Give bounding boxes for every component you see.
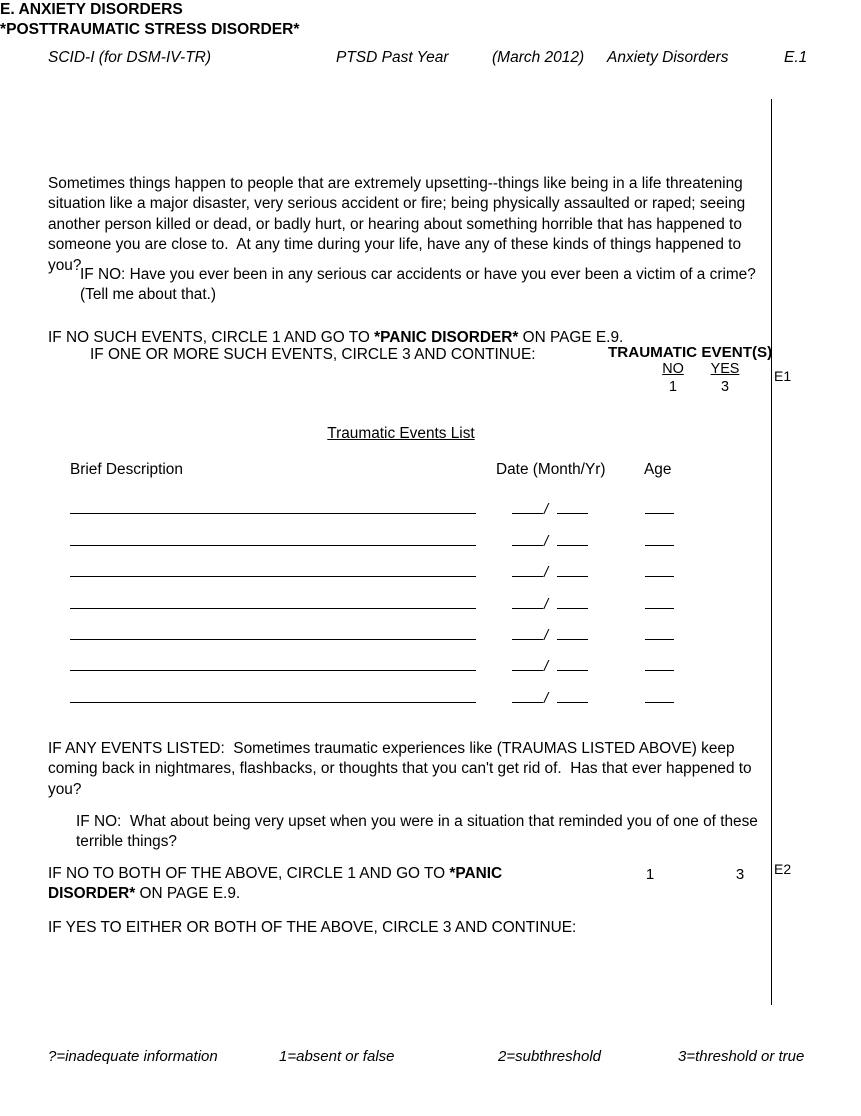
event-age-field[interactable]	[645, 513, 674, 514]
legend-subthreshold: 2=subthreshold	[498, 1048, 601, 1065]
routing-e2-yes: IF YES TO EITHER OR BOTH OF THE ABOVE, CIRCLE 3 AND CONTINUE:	[48, 919, 577, 936]
e1-score-no[interactable]	[650, 361, 696, 396]
event-date-field[interactable]	[512, 562, 588, 582]
reexperiencing-if-no-probe: IF NO: What about being very upset when you were in a situation that reminded you of one of these terrible things?	[76, 813, 763, 851]
e1-criterion-heading: TRAUMATIC EVENT(S)	[608, 344, 773, 361]
stem-if-no-probe: IF NO: Have you ever been in any serious car accidents or have you ever been a victim of a crime? (Tell me about that.)	[80, 266, 761, 304]
header-section-name: Anxiety Disorders	[607, 49, 729, 66]
legend-threshold-or-true: 3=threshold or true	[678, 1048, 805, 1065]
e2-score-columns	[608, 865, 768, 885]
event-date-field[interactable]	[512, 531, 588, 550]
event-date-month-field[interactable]	[512, 670, 543, 671]
scoring-column-rule	[771, 99, 772, 1005]
e1-score-yes-value[interactable]: 3	[720, 379, 729, 395]
event-description-field[interactable]	[70, 702, 476, 703]
event-date-month-field[interactable]	[512, 576, 543, 577]
legend-absent-or-false: 1=absent or false	[279, 1048, 395, 1065]
event-date-year-field[interactable]	[557, 545, 588, 546]
header-instrument-name: SCID-I (for DSM-IV-TR)	[48, 49, 212, 66]
event-date-separator: /	[544, 626, 549, 644]
event-date-year-field[interactable]	[557, 639, 588, 640]
header-page-number: E.1	[784, 49, 808, 66]
events-list-column-headers	[48, 460, 754, 480]
event-date-field[interactable]	[512, 656, 588, 676]
event-age-field[interactable]	[645, 670, 674, 671]
event-date-month-field[interactable]	[512, 639, 543, 640]
table-row	[48, 618, 754, 649]
event-date-field[interactable]	[512, 499, 588, 519]
event-date-separator: /	[544, 564, 549, 582]
routing-no-such-events-target: *PANIC DISORDER*	[374, 329, 519, 346]
document-header	[48, 47, 813, 69]
event-date-separator: /	[544, 501, 549, 519]
event-date-year-field[interactable]	[557, 576, 588, 577]
event-date-separator: /	[544, 532, 549, 550]
event-date-separator: /	[544, 595, 549, 613]
e1-score-no-label: NO	[662, 361, 684, 377]
table-row	[48, 492, 754, 523]
event-description-field[interactable]	[70, 545, 476, 546]
e1-score-yes[interactable]	[702, 361, 748, 396]
event-age-field[interactable]	[645, 639, 674, 640]
event-date-month-field[interactable]	[512, 545, 543, 546]
table-row	[48, 680, 754, 711]
event-description-field[interactable]	[70, 639, 476, 640]
event-date-year-field[interactable]	[557, 513, 588, 514]
reexperiencing-question-text: IF ANY EVENTS LISTED: Sometimes traumatic experiences like (TRAUMAS LISTED ABOVE) keep coming back in nightmares, flashbacks, or thoughts that you can't get rid of. Has that ever happened to you?	[48, 740, 756, 798]
event-date-year-field[interactable]	[557, 608, 588, 609]
routing-one-or-more-events: IF ONE OR MORE SUCH EVENTS, CIRCLE 3 AND CONTINUE:	[90, 346, 536, 363]
legend-inadequate-information: ?=inadequate information	[48, 1048, 218, 1065]
e2-score-yes-value[interactable]: 3	[735, 866, 745, 883]
table-row	[48, 523, 754, 554]
events-list-header-date: Date (Month/Yr)	[496, 461, 606, 478]
e2-score-no-value[interactable]: 1	[645, 866, 655, 883]
table-row	[48, 649, 754, 680]
e1-score-columns	[608, 361, 768, 403]
event-age-field[interactable]	[645, 576, 674, 577]
event-date-separator: /	[544, 658, 549, 676]
e1-score-yes-label: YES	[710, 361, 740, 377]
events-list-header-description: Brief Description	[70, 461, 183, 478]
routing-e2-no	[48, 864, 548, 905]
routing-no-such-events-post: ON PAGE E.9.	[518, 329, 624, 346]
routing-e2-no-target: *PANIC DISORDER*	[48, 865, 507, 903]
events-list-rows	[48, 492, 754, 712]
item-marker-e2: E2	[774, 861, 792, 877]
event-age-field[interactable]	[645, 545, 674, 546]
event-age-field[interactable]	[645, 608, 674, 609]
module-title: E. ANXIETY DISORDERS	[0, 1, 183, 18]
event-date-field[interactable]	[512, 594, 588, 613]
footer-legend	[48, 1046, 816, 1068]
table-row	[48, 555, 754, 586]
header-module-name: PTSD Past Year	[336, 49, 449, 66]
events-list-header-age: Age	[644, 461, 672, 478]
routing-e2-no-post: ON PAGE E.9.	[135, 885, 241, 903]
event-age-field[interactable]	[645, 702, 674, 703]
table-row	[48, 586, 754, 617]
events-list-title-text: Traumatic Events List	[327, 425, 475, 442]
disorder-title: *POSTTRAUMATIC STRESS DISORDER*	[0, 21, 300, 38]
event-date-separator: /	[544, 689, 549, 707]
event-date-year-field[interactable]	[557, 670, 588, 671]
routing-no-such-events-pre: IF NO SUCH EVENTS, CIRCLE 1 AND GO TO	[48, 329, 375, 346]
event-date-field[interactable]	[512, 625, 588, 644]
event-date-year-field[interactable]	[557, 702, 588, 703]
stem-question-text: Sometimes things happen to people that are extremely upsetting--things like being in a life threatening situation like a major disaster, very serious accident or fire; being physically assaulted or raped; seeing another person killed or dead, or badly hurt, or hearing about something horrible that has happened to someone you are close to. At any time during your life, have any of these kinds of things happened to you?	[48, 175, 750, 274]
event-date-month-field[interactable]	[512, 608, 543, 609]
e1-score-no-value[interactable]: 1	[668, 379, 677, 395]
event-description-field[interactable]	[70, 576, 476, 577]
header-revision-date: (March 2012)	[492, 49, 585, 66]
event-description-field[interactable]	[70, 513, 476, 514]
events-list-title	[48, 424, 754, 444]
event-date-month-field[interactable]	[512, 513, 543, 514]
routing-e2-no-pre: IF NO TO BOTH OF THE ABOVE, CIRCLE 1 AND GO TO	[48, 865, 450, 882]
event-description-field[interactable]	[70, 608, 476, 609]
event-description-field[interactable]	[70, 670, 476, 671]
event-date-field[interactable]	[512, 688, 588, 707]
event-date-month-field[interactable]	[512, 702, 543, 703]
item-marker-e1: E1	[774, 368, 792, 384]
